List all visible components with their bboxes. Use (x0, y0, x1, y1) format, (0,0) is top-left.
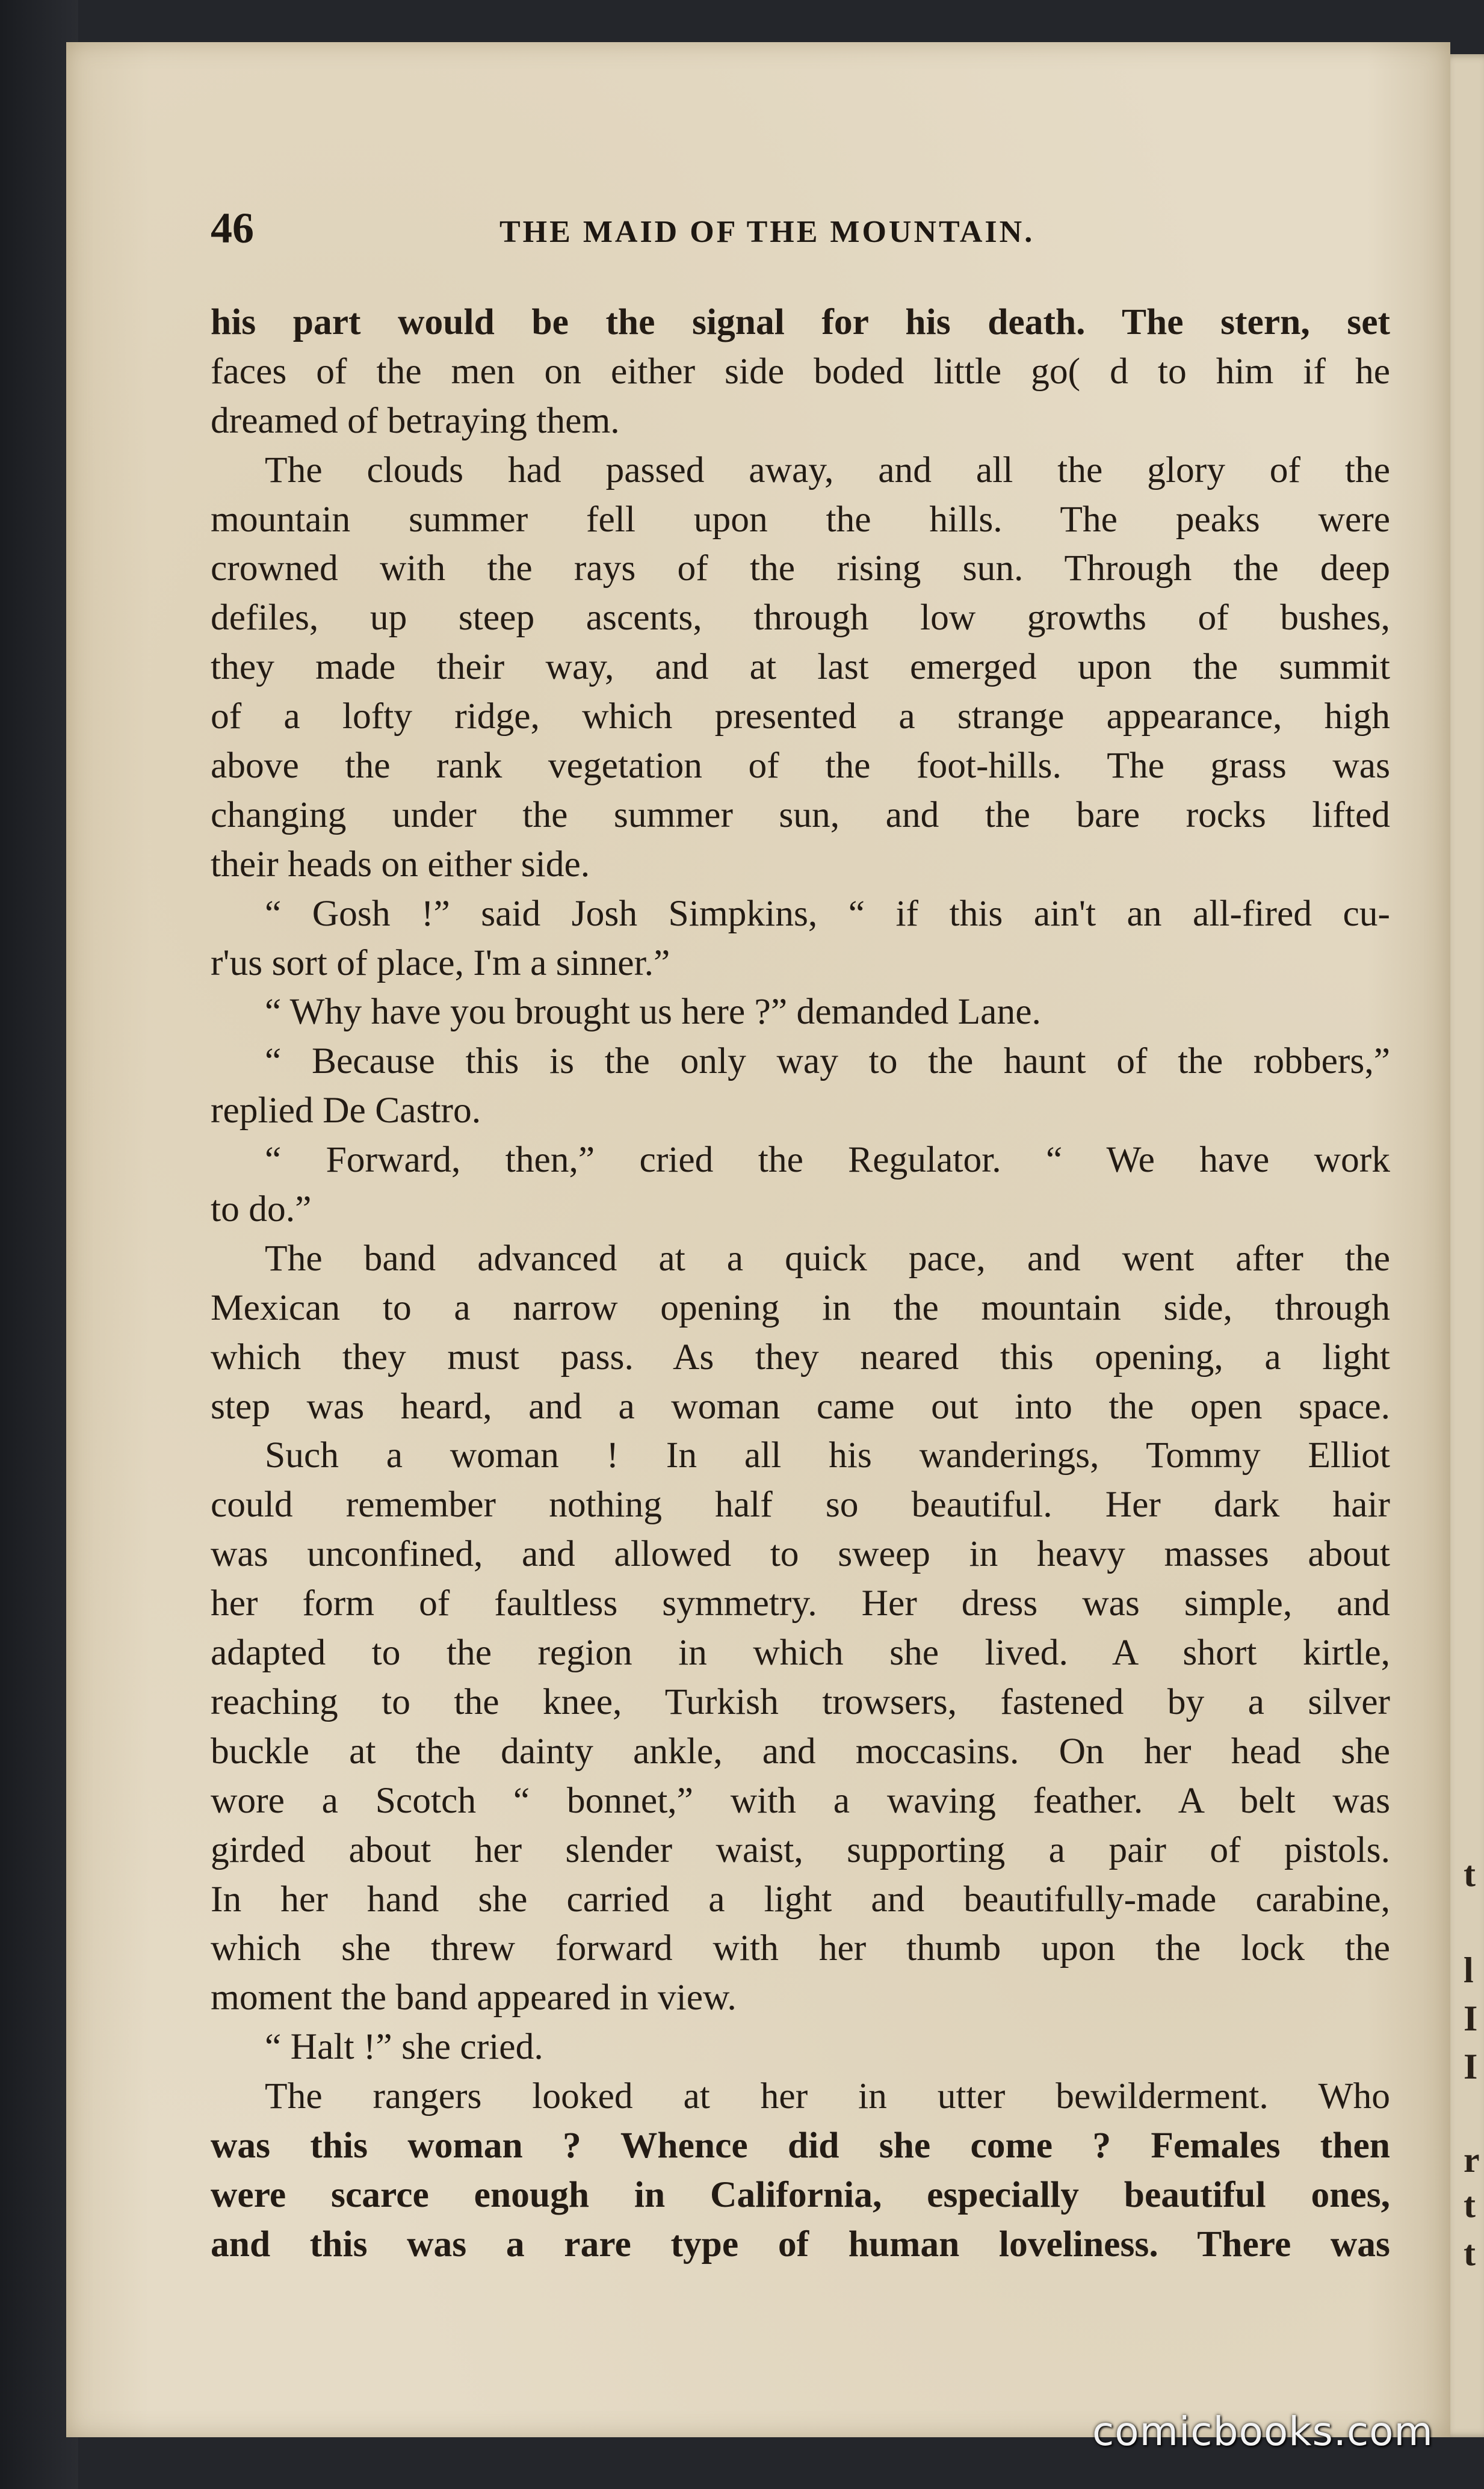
margin-char: r (1464, 2140, 1480, 2180)
text-line: was unconfined, and allowed to sweep in heavy masses about (211, 1533, 1390, 1575)
text-line: girded about her slender waist, supporting a pair of pistols. (211, 1829, 1390, 1870)
text-line: changing under the summer sun, and the bare rocks lifted (211, 794, 1390, 835)
text-line: faces of the men on either side boded little go( d to him if he (211, 350, 1390, 392)
text-line: to do.” (211, 1189, 312, 1230)
text-line: The band advanced at a quick pace, and went after the (265, 1237, 1390, 1279)
text-line: her form of faultless symmetry. Her dress was simple, and (211, 1583, 1390, 1624)
text-line: crowned with the rays of the rising sun. Through the deep (211, 548, 1390, 589)
page-header (211, 203, 1390, 252)
text-line: defiles, up steep ascents, through low growths of bushes, (211, 597, 1390, 638)
text-line: was this woman ? Whence did she come ? Females then (211, 2124, 1390, 2166)
running-title: THE MAID OF THE MOUNTAIN. (499, 215, 1035, 249)
text-line: r'us sort of place, I'm a sinner.” (211, 942, 670, 983)
text-line: step was heard, and a woman came out into the open space. (211, 1385, 1390, 1427)
text-line: mountain summer fell upon the hills. The peaks were (211, 498, 1390, 540)
text-line: his part would be the signal for his death. The stern, set (211, 301, 1390, 342)
margin-char: I (1464, 1999, 1478, 2038)
text-line: “ Halt !” she cried. (265, 2026, 543, 2068)
text-line: “ Gosh !” said Josh Simpkins, “ if this ain't an all-fired cu- (265, 892, 1390, 934)
text-line: of a lofty ridge, which presented a strange appearance, high (211, 696, 1390, 737)
text-line: they made their way, and at last emerged upon the summit (211, 646, 1390, 688)
text-line: In her hand she carried a light and beautifully-made carabine, (211, 1878, 1390, 1920)
body-text (211, 298, 1390, 2269)
text-line: were scarce enough in California, especially beautiful ones, (211, 2174, 1390, 2215)
text-line: and this was a rare type of human loveliness. There was (211, 2223, 1390, 2265)
text-line: adapted to the region in which she lived. A short kirtle, (211, 1632, 1390, 1674)
text-line: Mexican to a narrow opening in the mountain side, through (211, 1287, 1390, 1328)
text-line: their heads on either side. (211, 843, 590, 885)
text-line: The clouds had passed away, and all the glory of the (265, 449, 1390, 490)
text-line: The rangers looked at her in utter bewilderment. Who (265, 2076, 1390, 2117)
watermark: comicbooks.com (1092, 2408, 1433, 2455)
text-line: buckle at the dainty ankle, and moccasins. On her head she (211, 1730, 1390, 1772)
text-line: reaching to the knee, Turkish trowsers, fastened by a silver (211, 1681, 1390, 1722)
text-line: moment the band appeared in view. (211, 1977, 737, 2018)
margin-char: t (1464, 2185, 1476, 2225)
text-line: wore a Scotch “ bonnet,” with a waving feather. A belt was (211, 1779, 1390, 1821)
text-line: “ Why have you brought us here ?” demanded Lane. (265, 991, 1041, 1033)
text-line: “ Because this is the only way to the haunt of the robbers,” (265, 1040, 1390, 1082)
margin-char: t (1464, 2233, 1476, 2273)
page-number: 46 (211, 204, 254, 252)
text-line: “ Forward, then,” cried the Regulator. “ We have work (265, 1139, 1390, 1181)
margin-char: l (1464, 1950, 1474, 1990)
margin-char: t (1464, 1854, 1476, 1894)
text-line: which she threw forward with her thumb upon the lock the (211, 1928, 1390, 1969)
text-line: dreamed of betraying them. (211, 400, 620, 441)
text-line: Such a woman ! In all his wanderings, Tommy Elliot (265, 1435, 1390, 1476)
text-line: could remember nothing half so beautiful. Her dark hair (211, 1484, 1390, 1526)
text-line: replied De Castro. (211, 1090, 481, 1131)
margin-char: I (1464, 2047, 1478, 2086)
text-line: which they must pass. As they neared this opening, a light (211, 1336, 1390, 1377)
text-line: above the rank vegetation of the foot-hills. The grass was (211, 745, 1390, 787)
